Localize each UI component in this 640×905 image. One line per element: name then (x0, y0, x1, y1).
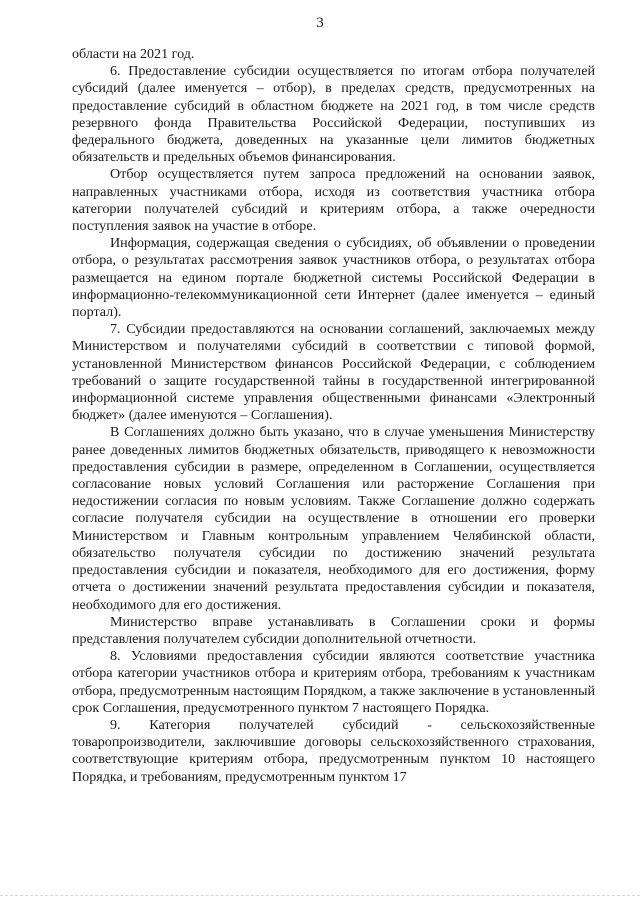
paragraph-item-7: 7. Субсидии предоставляются на основании соглашений, заключаемых между Министерством и получателями субсидий в соответствии с типовой формой, установленной Министерством финансов Российской Федерации, с соблюдением требований о защите государственной тайны в государственной интегрированной информационной системе управления общественными финансами «Электронный бюджет» (далее именуются – Соглашения). (72, 321, 595, 424)
paragraph-selection-procedure: Отбор осуществляется путем запроса предложений на основании заявок, направленных участниками отбора, исходя из соответствия участника отбора категории получателей субсидий и критериям отбора, а также очередности поступления заявок на участие в отборе. (72, 166, 595, 235)
paragraph-continuation: области на 2021 год. (72, 46, 195, 62)
paragraph-agreement-terms: В Соглашениях должно быть указано, что в случае уменьшения Министерству ранее доведенных лимитов бюджетных обязательств, приводящего к невозможности предоставления субсидии в размере, определенном в Соглашении, осуществляется согласование новых условий Соглашения или расторжение Соглашения при недостижении согласия по новым условиям. Также Соглашение должно содержать согласие получателя субсидии на осуществление в отношении его проверки Министерством и Главным контрольным управлением Челябинской области, обязательство получателя субсидии по достижению значений результата предоставления субсидии и показателя, необходимого для его достижения, форму отчета о достижении значений результата предоставления субсидии и показателя, необходимого для его достижения. (72, 424, 595, 613)
paragraph-item-6: 6. Предоставление субсидии осуществляется по итогам отбора получателей субсидий (далее именуется – отбор), в пределах средств, предусмотренных на предоставление субсидий в областном бюджете на 2021 год, в том числе средств резервного фонда Правительства Российской Федерации, поступивших из федерального бюджета, доведенных на указанные цели лимитов бюджетных обязательств и предельных объемов финансирования. (72, 63, 595, 166)
paragraph-item-8: 8. Условиями предоставления субсидии являются соответствие участника отбора категории участников отбора и критериям отбора, требованиям к участникам отбора, предусмотренным настоящим Порядком, а также заключение в установленный срок Соглашения, предусмотренного пунктом 7 настоящего Порядка. (72, 648, 596, 716)
page-number: 3 (316, 15, 324, 31)
paragraph-additional-reporting: Министерство вправе устанавливать в Соглашении сроки и формы представления получателем субсидии дополнительной отчетности. (72, 613, 595, 647)
page-bottom-divider (0, 895, 640, 896)
paragraph-item-9: 9. Категория получателей субсидий - сельскохозяйственные товаропроизводители, заключившие договоры сельскохозяйственного страхования, соответствующие критериям отбора, предусмотренным пунктом 10 настоящего Порядка, и требованиям, предусмотренным пунктом 17 (72, 716, 595, 785)
paragraph-publication-info: Информация, содержащая сведения о субсидиях, об объявлении о проведении отбора, о результатах рассмотрения заявок участников отбора, о результатах отбора размещается на едином портале бюджетной системы Российской Федерации в информационно-телекоммуникационной сети Интернет (далее именуется – единый портал). (72, 235, 595, 321)
document-body (72, 46, 595, 786)
